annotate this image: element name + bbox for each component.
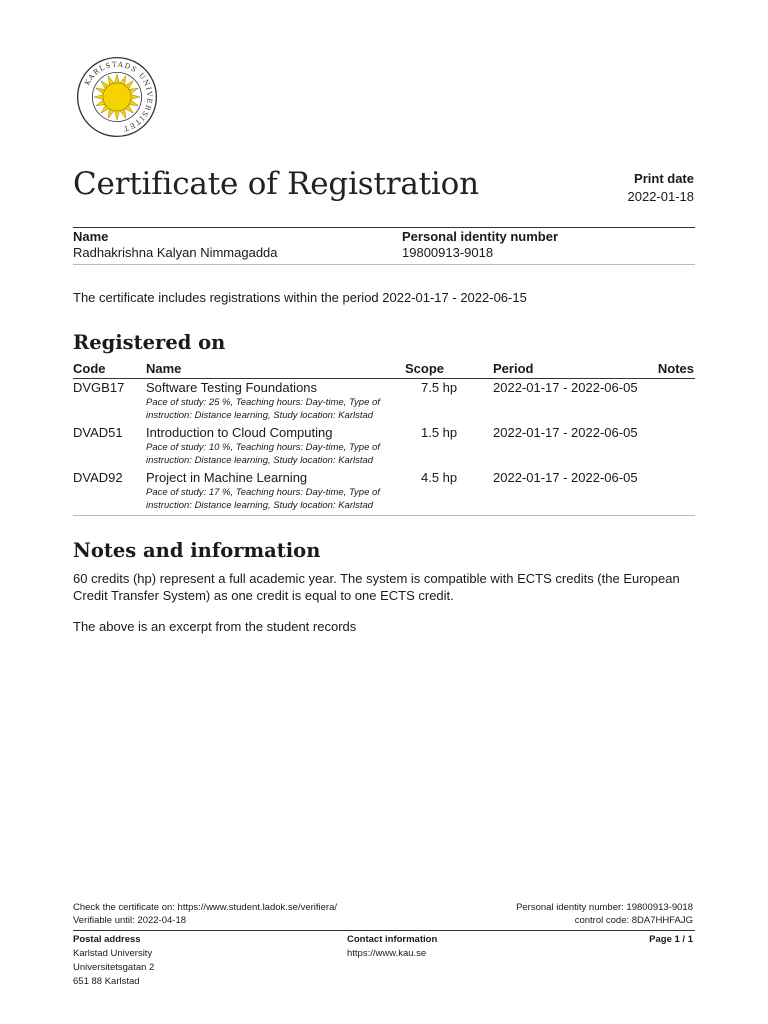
postal-line: Universitetsgatan 2 (73, 962, 155, 973)
control-code: control code: 8DA7HHFAJG (574, 915, 693, 926)
postal-label: Postal address (73, 934, 141, 945)
row-code: DVGB17 (73, 380, 125, 395)
col-code: Code (73, 361, 106, 376)
row-detail: Pace of study: 17 %, Teaching hours: Day-time, Type of instruction: Distance learning, Study location: Karlstad (146, 487, 380, 511)
row-code: DVAD92 (73, 470, 123, 485)
postal-line: 651 88 Karlstad (73, 976, 140, 987)
pin-label: Personal identity number (402, 229, 559, 244)
page-title: Certificate of Registration (73, 166, 479, 202)
row-detail: Pace of study: 10 %, Teaching hours: Day-time, Type of instruction: Distance learning, Study location: Karlstad (146, 442, 380, 466)
col-scope: Scope (405, 361, 445, 376)
row-scope: 7.5 hp (421, 380, 458, 395)
student-name: Radhakrishna Kalyan Nimmagadda (73, 245, 278, 260)
contact-label: Contact information (347, 934, 438, 945)
period-text: The certificate includes registrations within the period 2022-01-17 - 2022-06-15 (73, 290, 527, 305)
divider (73, 515, 695, 516)
notes-paragraph: 60 credits (hp) represent a full academic year. The system is compatible with ECTS credits (the European Credit Transfer System) as one credit is equal to one ECTS credit. (73, 571, 680, 603)
print-date: 2022-01-18 (627, 189, 694, 204)
contact-link[interactable]: https://www.kau.se (347, 948, 427, 959)
notes-heading: Notes and information (73, 539, 321, 562)
notes-excerpt: The above is an excerpt from the student records (73, 619, 357, 634)
row-course-name: Software Testing Foundations (146, 380, 318, 395)
verifiable-until: Verifiable until: 2022-04-18 (73, 915, 187, 926)
col-period: Period (493, 361, 534, 376)
col-name: Name (146, 361, 182, 376)
university-logo (76, 56, 158, 138)
divider (73, 264, 695, 265)
row-code: DVAD51 (73, 425, 123, 440)
logo-ring-text: KARLSTADS UNIVERSITET (83, 60, 154, 133)
registered-heading: Registered on (73, 331, 226, 354)
row-scope: 4.5 hp (421, 470, 458, 485)
postal-line: Karlstad University (73, 948, 153, 959)
divider (73, 227, 695, 228)
footer-pin: Personal identity number: 19800913-9018 (516, 902, 693, 913)
row-period: 2022-01-17 - 2022-06-05 (493, 425, 638, 440)
student-pin: 19800913-9018 (402, 245, 494, 260)
table-header-divider (73, 378, 695, 379)
row-period: 2022-01-17 - 2022-06-05 (493, 380, 638, 395)
footer-divider (73, 930, 695, 931)
col-notes: Notes (657, 361, 694, 376)
row-period: 2022-01-17 - 2022-06-05 (493, 470, 638, 485)
name-label: Name (73, 229, 109, 244)
row-scope: 1.5 hp (421, 425, 458, 440)
page-number: Page 1 / 1 (649, 934, 693, 945)
row-course-name: Introduction to Cloud Computing (146, 425, 333, 440)
print-date-label: Print date (634, 171, 694, 186)
row-course-name: Project in Machine Learning (146, 470, 308, 485)
row-detail: Pace of study: 25 %, Teaching hours: Day-time, Type of instruction: Distance learning, Study location: Karlstad (146, 397, 380, 421)
verify-link-text: Check the certificate on: https://www.student.ladok.se/verifiera/ (73, 902, 338, 913)
